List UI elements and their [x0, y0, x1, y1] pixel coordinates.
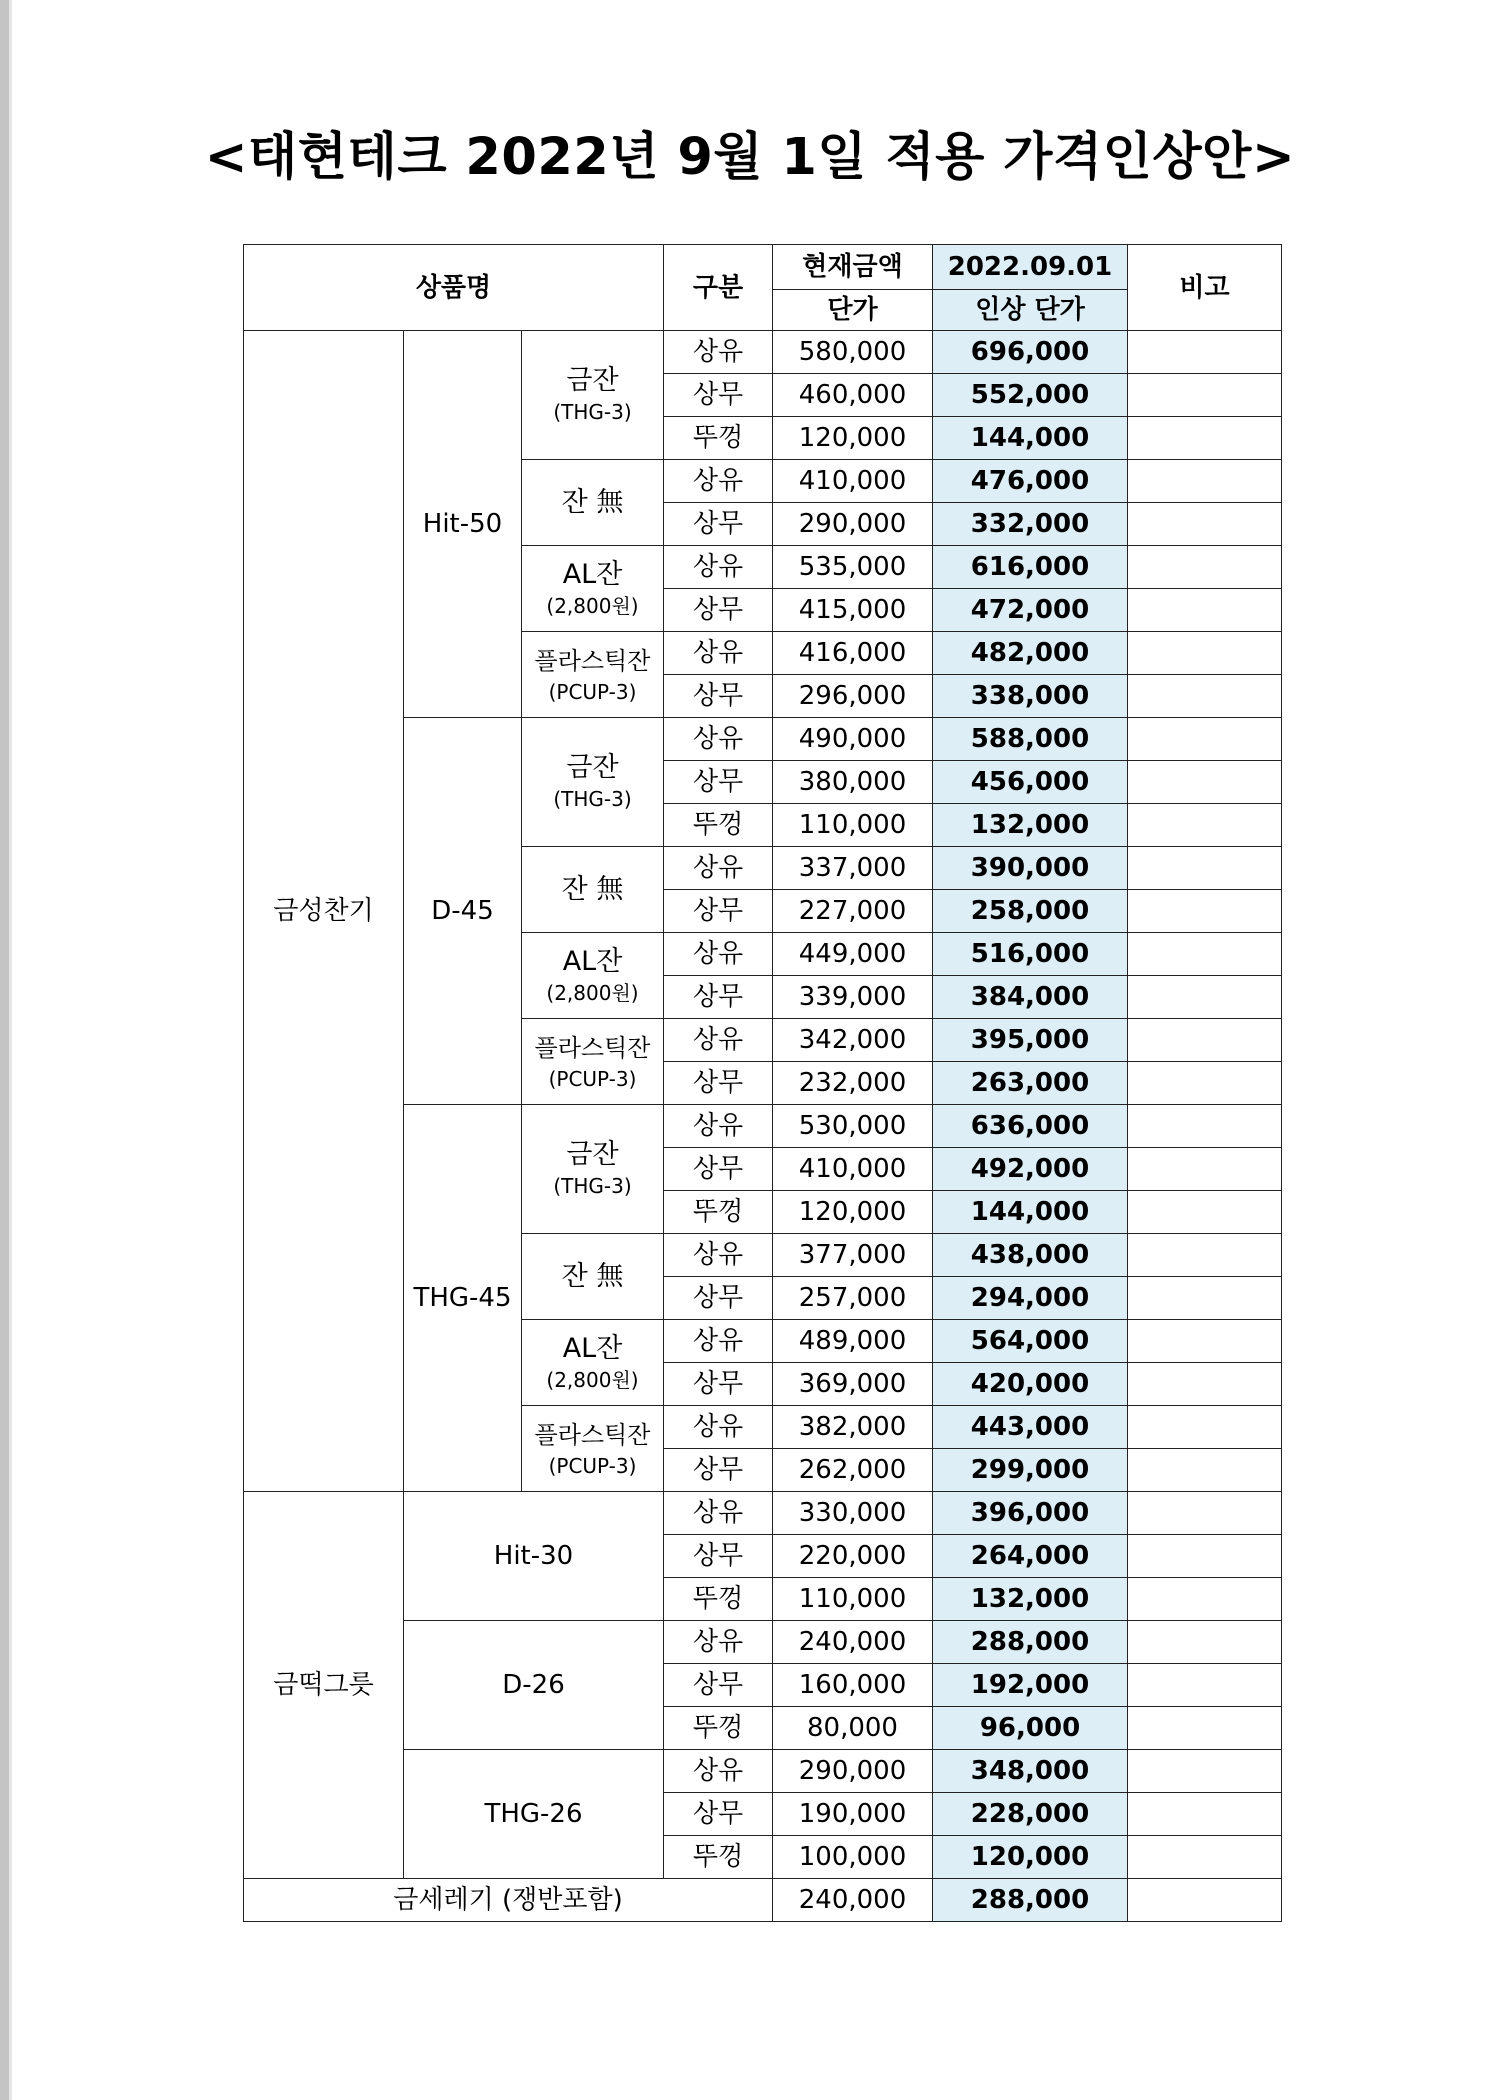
note-cell: [1128, 1621, 1282, 1664]
new-price: 472,000: [933, 589, 1128, 632]
header-new-unit-price: 인상 단가: [933, 290, 1128, 331]
cup-code: (PCUP-3): [548, 679, 637, 704]
note-cell: [1128, 1664, 1282, 1707]
type-cell: 상유: [664, 460, 773, 503]
current-price: 449,000: [773, 933, 933, 976]
type-cell: 상무: [664, 976, 773, 1019]
type-cell: 상무: [664, 1535, 773, 1578]
type-cell: 뚜껑: [664, 417, 773, 460]
note-cell: [1128, 1492, 1282, 1535]
current-price: 110,000: [773, 804, 933, 847]
new-price: 616,000: [933, 546, 1128, 589]
cup-name: 잔 無: [561, 873, 624, 905]
type-cell: 상유: [664, 1406, 773, 1449]
current-price: 232,000: [773, 1062, 933, 1105]
new-price: 258,000: [933, 890, 1128, 933]
new-price: 263,000: [933, 1062, 1128, 1105]
new-price: 144,000: [933, 417, 1128, 460]
new-price: 516,000: [933, 933, 1128, 976]
note-cell: [1128, 1879, 1282, 1922]
model-name: D-26: [404, 1621, 664, 1750]
type-cell: 상무: [664, 890, 773, 933]
type-cell: 상무: [664, 761, 773, 804]
current-price: 490,000: [773, 718, 933, 761]
note-cell: [1128, 1793, 1282, 1836]
current-price: 415,000: [773, 589, 933, 632]
new-price: 492,000: [933, 1148, 1128, 1191]
type-cell: 상무: [664, 1449, 773, 1492]
type-cell: 상유: [664, 718, 773, 761]
cup-code: (THG-3): [553, 787, 632, 811]
current-price: 120,000: [773, 1191, 933, 1234]
group-name: 금세레기 (쟁반포함): [244, 1879, 773, 1922]
new-price: 443,000: [933, 1406, 1128, 1449]
cup-cell: [522, 331, 664, 460]
model-name: Hit-50: [404, 331, 522, 718]
new-price: 338,000: [933, 675, 1128, 718]
type-cell: 상무: [664, 675, 773, 718]
note-cell: [1128, 460, 1282, 503]
type-cell: 상무: [664, 503, 773, 546]
type-cell: 상무: [664, 1363, 773, 1406]
new-price: 552,000: [933, 374, 1128, 417]
current-price: 290,000: [773, 1750, 933, 1793]
new-price: 120,000: [933, 1836, 1128, 1879]
note-cell: [1128, 933, 1282, 976]
note-cell: [1128, 417, 1282, 460]
group-name: 금성찬기: [244, 331, 404, 1492]
new-price: 288,000: [933, 1879, 1128, 1922]
current-price: 410,000: [773, 1148, 933, 1191]
current-price: 100,000: [773, 1836, 933, 1879]
type-cell: 상유: [664, 546, 773, 589]
current-price: 240,000: [773, 1879, 933, 1922]
note-cell: [1128, 589, 1282, 632]
type-cell: 상유: [664, 1621, 773, 1664]
current-price: 535,000: [773, 546, 933, 589]
note-cell: [1128, 1105, 1282, 1148]
current-price: 489,000: [773, 1320, 933, 1363]
type-cell: 상유: [664, 1320, 773, 1363]
type-cell: 상무: [664, 1664, 773, 1707]
new-price: 132,000: [933, 804, 1128, 847]
type-cell: 뚜껑: [664, 1578, 773, 1621]
type-cell: 상무: [664, 1793, 773, 1836]
note-cell: [1128, 761, 1282, 804]
cup-code: (PCUP-3): [548, 1066, 637, 1091]
note-cell: [1128, 1750, 1282, 1793]
new-price: 132,000: [933, 1578, 1128, 1621]
current-price: 530,000: [773, 1105, 933, 1148]
note-cell: [1128, 804, 1282, 847]
current-price: 369,000: [773, 1363, 933, 1406]
new-price: 456,000: [933, 761, 1128, 804]
cup-name: 플라스틱잔: [534, 1420, 651, 1449]
model-name: Hit-30: [404, 1492, 664, 1621]
cup-name: AL잔: [562, 558, 623, 590]
cup-name: 잔 無: [561, 486, 624, 518]
cup-name: 플라스틱잔: [534, 1033, 651, 1062]
new-price: 264,000: [933, 1535, 1128, 1578]
current-price: 110,000: [773, 1578, 933, 1621]
current-price: 240,000: [773, 1621, 933, 1664]
cup-cell: [522, 460, 664, 546]
new-price: 192,000: [933, 1664, 1128, 1707]
header-product: 상품명: [244, 245, 664, 331]
cup-cell: [522, 546, 664, 632]
type-cell: 뚜껑: [664, 1707, 773, 1750]
current-price: 460,000: [773, 374, 933, 417]
header-unit-price: 단가: [773, 290, 933, 331]
type-cell: 상유: [664, 331, 773, 374]
new-price: 696,000: [933, 331, 1128, 374]
note-cell: [1128, 632, 1282, 675]
cup-code: (THG-3): [553, 1174, 632, 1198]
group-name: 금떡그릇: [244, 1492, 404, 1879]
current-price: 580,000: [773, 331, 933, 374]
note-cell: [1128, 1277, 1282, 1320]
header-note: 비고: [1128, 245, 1282, 331]
type-cell: 뚜껑: [664, 1836, 773, 1879]
cup-cell: [522, 933, 664, 1019]
price-table: [243, 244, 1282, 1922]
note-cell: [1128, 890, 1282, 933]
type-cell: 상무: [664, 589, 773, 632]
type-cell: 상유: [664, 1105, 773, 1148]
current-price: 342,000: [773, 1019, 933, 1062]
new-price: 438,000: [933, 1234, 1128, 1277]
cup-cell: [522, 847, 664, 933]
table-row: [244, 331, 1282, 374]
type-cell: 뚜껑: [664, 1191, 773, 1234]
note-cell: [1128, 1406, 1282, 1449]
note-cell: [1128, 847, 1282, 890]
note-cell: [1128, 1320, 1282, 1363]
current-price: 410,000: [773, 460, 933, 503]
note-cell: [1128, 546, 1282, 589]
cup-cell: [522, 1019, 664, 1105]
note-cell: [1128, 1363, 1282, 1406]
cup-name: 금잔: [566, 365, 619, 396]
cup-code: (PCUP-3): [548, 1453, 637, 1478]
new-price: 228,000: [933, 1793, 1128, 1836]
cup-name: 금잔: [566, 752, 619, 783]
new-price: 299,000: [933, 1449, 1128, 1492]
note-cell: [1128, 718, 1282, 761]
cup-name: 잔 無: [561, 1260, 624, 1292]
current-price: 380,000: [773, 761, 933, 804]
type-cell: 상유: [664, 847, 773, 890]
new-price: 636,000: [933, 1105, 1128, 1148]
note-cell: [1128, 331, 1282, 374]
current-price: 296,000: [773, 675, 933, 718]
model-name: D-45: [404, 718, 522, 1105]
type-cell: 상무: [664, 1062, 773, 1105]
header-row: [244, 245, 1282, 290]
new-price: 564,000: [933, 1320, 1128, 1363]
cup-cell: [522, 1406, 664, 1492]
note-cell: [1128, 374, 1282, 417]
cup-cell: [522, 1234, 664, 1320]
new-price: 476,000: [933, 460, 1128, 503]
cup-name: 플라스틱잔: [534, 646, 651, 675]
current-price: 80,000: [773, 1707, 933, 1750]
type-cell: 상무: [664, 1148, 773, 1191]
cup-name: 금잔: [566, 1139, 619, 1170]
note-cell: [1128, 1234, 1282, 1277]
note-cell: [1128, 675, 1282, 718]
new-price: 395,000: [933, 1019, 1128, 1062]
note-cell: [1128, 1062, 1282, 1105]
new-price: 332,000: [933, 503, 1128, 546]
page-title: <태현테크 2022년 9월 1일 적용 가격인상안>: [204, 128, 1296, 187]
current-price: 339,000: [773, 976, 933, 1019]
new-price: 390,000: [933, 847, 1128, 890]
cup-code: (THG-3): [553, 400, 632, 424]
current-price: 416,000: [773, 632, 933, 675]
note-cell: [1128, 1148, 1282, 1191]
new-price: 588,000: [933, 718, 1128, 761]
current-price: 160,000: [773, 1664, 933, 1707]
current-price: 120,000: [773, 417, 933, 460]
page-left-edge-shadow: [9, 0, 12, 2100]
new-price: 482,000: [933, 632, 1128, 675]
cup-cell: [522, 632, 664, 718]
new-price: 288,000: [933, 1621, 1128, 1664]
cup-cell: [522, 1105, 664, 1234]
current-price: 190,000: [773, 1793, 933, 1836]
type-cell: 상유: [664, 1019, 773, 1062]
note-cell: [1128, 1707, 1282, 1750]
type-cell: 뚜껑: [664, 804, 773, 847]
type-cell: 상무: [664, 374, 773, 417]
new-price: 396,000: [933, 1492, 1128, 1535]
cup-price: (2,800원): [546, 980, 639, 1005]
note-cell: [1128, 1535, 1282, 1578]
note-cell: [1128, 1578, 1282, 1621]
model-name: THG-45: [404, 1105, 522, 1492]
note-cell: [1128, 1449, 1282, 1492]
note-cell: [1128, 1191, 1282, 1234]
new-price: 294,000: [933, 1277, 1128, 1320]
table-row: [244, 1492, 1282, 1535]
current-price: 330,000: [773, 1492, 933, 1535]
header-type: 구분: [664, 245, 773, 331]
page-left-edge: [0, 0, 9, 2100]
current-price: 227,000: [773, 890, 933, 933]
cup-cell: [522, 1320, 664, 1406]
cup-cell: [522, 718, 664, 847]
cup-price: (2,800원): [546, 593, 639, 618]
current-price: 382,000: [773, 1406, 933, 1449]
new-price: 348,000: [933, 1750, 1128, 1793]
current-price: 377,000: [773, 1234, 933, 1277]
table-row: [244, 1879, 1282, 1922]
current-price: 262,000: [773, 1449, 933, 1492]
type-cell: 상유: [664, 1750, 773, 1793]
new-price: 384,000: [933, 976, 1128, 1019]
type-cell: 상유: [664, 1234, 773, 1277]
cup-name: AL잔: [562, 945, 623, 977]
type-cell: 상유: [664, 632, 773, 675]
current-price: 290,000: [773, 503, 933, 546]
cup-price: (2,800원): [546, 1367, 639, 1392]
cup-name: AL잔: [562, 1332, 623, 1364]
current-price: 257,000: [773, 1277, 933, 1320]
header-date: 2022.09.01: [933, 245, 1128, 290]
note-cell: [1128, 976, 1282, 1019]
type-cell: 상유: [664, 933, 773, 976]
current-price: 337,000: [773, 847, 933, 890]
note-cell: [1128, 1836, 1282, 1879]
current-price: 220,000: [773, 1535, 933, 1578]
type-cell: 상유: [664, 1492, 773, 1535]
new-price: 420,000: [933, 1363, 1128, 1406]
header-current-price: 현재금액: [773, 245, 933, 290]
new-price: 144,000: [933, 1191, 1128, 1234]
note-cell: [1128, 1019, 1282, 1062]
note-cell: [1128, 503, 1282, 546]
model-name: THG-26: [404, 1750, 664, 1879]
new-price: 96,000: [933, 1707, 1128, 1750]
type-cell: 상무: [664, 1277, 773, 1320]
